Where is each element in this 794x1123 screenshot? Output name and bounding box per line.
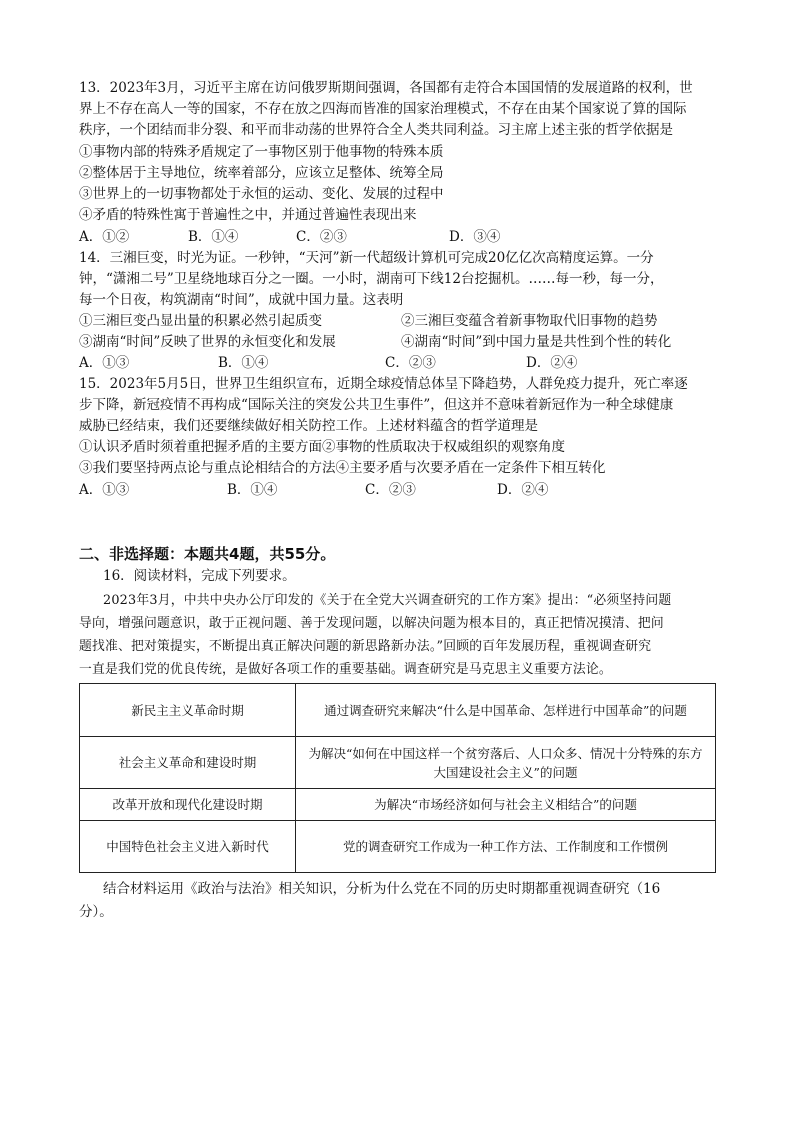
q15-item-1: ①认识矛盾时须着重把握矛盾的主要方面②事物的性质取决于权威组织的观察角度 xyxy=(79,439,565,455)
table-row xyxy=(80,821,716,873)
q16-material-line-4: 一直是我们党的优良传统，是做好各项工作的重要基础。调查研究是马克思主义重要方法论。 xyxy=(79,662,612,677)
q14-stem-line-2: 钟，“潇湘二号”卫星绕地球百分之一圈。一小时，湖南可下线12台挖掘机。……每一秒，每一分， xyxy=(79,271,664,287)
q14-option-c: C．②③ xyxy=(385,355,436,371)
q13-item-2: ②整体居于主导地位，统率着部分，应该立足整体、统筹全局 xyxy=(79,165,444,181)
q13-stem-line-3: 秩序，一个团结而非分裂、和平而非动荡的世界符合全人类共同利益。习主席上述主张的哲学依据是 xyxy=(79,122,673,138)
period-cell: 社会主义革命和建设时期 xyxy=(80,737,296,789)
period-cell: 中国特色社会主义进入新时代 xyxy=(80,821,296,873)
q16-intro: 16．阅读材料，完成下列要求。 xyxy=(103,568,296,584)
q15-option-a: A．①③ xyxy=(79,482,130,498)
q16-material-line-2: 导向，增强问题意识，敢于正视问题、善于发现问题，以解决问题为根本目的，真正把情况摸清、把问 xyxy=(79,616,664,631)
content-cell: 为解决“如何在中国这样一个贫穷落后、人口众多、情况十分特殊的东方大国建设社会主义”的问题 xyxy=(296,737,716,789)
q13-item-4: ④矛盾的特殊性寓于普遍性之中，并通过普遍性表现出来 xyxy=(79,207,417,223)
q13-item-1: ①事物内部的特殊矛盾规定了一事物区别于他事物的特殊本质 xyxy=(79,144,444,160)
q15-option-c: C．②③ xyxy=(365,482,416,498)
q14-item-1: ①三湘巨变凸显出量的积累必然引起质变 xyxy=(79,313,322,329)
q14-option-b: B．①④ xyxy=(218,355,269,371)
content-cell: 通过调查研究来解决“什么是中国革命、怎样进行中国革命”的问题 xyxy=(296,684,716,737)
q14-option-d: D．②④ xyxy=(526,355,578,371)
q16-material-line-3: 题找准、把对策提实，不断提出真正解决问题的新思路新办法。”回顾的百年发展历程，重视调查研究 xyxy=(79,639,652,654)
q14-item-2: ②三湘巨变蕴含着新事物取代旧事物的趋势 xyxy=(401,313,658,329)
period-cell: 新民主主义革命时期 xyxy=(80,684,296,737)
q13-option-a: A．①② xyxy=(79,229,130,245)
q13-item-3: ③世界上的一切事物都处于永恒的运动、变化、发展的过程中 xyxy=(79,186,444,202)
table-row xyxy=(80,737,716,789)
q15-option-b: B．①④ xyxy=(227,482,278,498)
content-cell: 为解决“市场经济如何与社会主义相结合”的问题 xyxy=(296,789,716,821)
q13-option-c: C．②③ xyxy=(296,229,347,245)
q15-stem-line-3: 威胁已经结束，我们还要继续做好相关防控工作。上述材料蕴含的哲学道理是 xyxy=(79,418,538,434)
q15-stem-line-1: 15．2023年5月5日，世界卫生组织宣布，近期全球疫情总体呈下降趋势，人群免疫力提升，死亡率逐 xyxy=(79,376,688,392)
content-cell: 党的调查研究工作成为一种工作方法、工作制度和工作惯例 xyxy=(296,821,716,873)
q14-stem-line-3: 每一个日夜，构筑湖南“时间”，成就中国力量。这表明 xyxy=(79,292,404,308)
q13-option-b: B．①④ xyxy=(188,229,239,245)
table-row xyxy=(80,684,716,737)
history-periods-table xyxy=(79,683,716,873)
q13-option-d: D．③④ xyxy=(449,229,501,245)
q15-stem-line-2: 步下降，新冠疫情不再构成“国际关注的突发公共卫生事件”，但这并不意味着新冠作为一种全球健康 xyxy=(79,397,674,413)
q14-option-a: A．①③ xyxy=(79,355,130,371)
q14-item-4: ④湖南“时间”到中国力量是共性到个性的转化 xyxy=(401,334,672,350)
q15-option-d: D．②④ xyxy=(497,482,549,498)
q14-item-3: ③湖南“时间”反映了世界的永恒变化和发展 xyxy=(79,334,336,350)
period-cell: 改革开放和现代化建设时期 xyxy=(80,789,296,821)
q13-stem-line-1: 13．2023年3月，习近平主席在访问俄罗斯期间强调，各国都有走符合本国国情的发展道路的权利，世 xyxy=(79,80,693,96)
q15-item-2: ③我们要坚持两点论与重点论相结合的方法④主要矛盾与次要矛盾在一定条件下相互转化 xyxy=(79,460,606,476)
q16-material-line-1: 2023年3月，中共中央办公厅印发的《关于在全党大兴调查研究的工作方案》提出：“必须坚持问题 xyxy=(103,593,672,608)
section-2-title: 二、非选择题：本题共4题，共55分。 xyxy=(79,545,336,563)
q16-question-line-2: 分）。 xyxy=(79,904,113,920)
q14-stem-line-1: 14．三湘巨变，时光为证。一秒钟，“天河”新一代超级计算机可完成20亿亿次高精度运算。一分 xyxy=(79,250,654,266)
q13-stem-line-2: 界上不存在高人一等的国家，不存在放之四海而皆准的国家治理模式，不存在由某个国家说了算的国际 xyxy=(79,101,687,117)
q16-question-line-1: 结合材料运用《政治与法治》相关知识，分析为什么党在不同的历史时期都重视调查研究（16 xyxy=(103,881,661,897)
table-row xyxy=(80,789,716,821)
